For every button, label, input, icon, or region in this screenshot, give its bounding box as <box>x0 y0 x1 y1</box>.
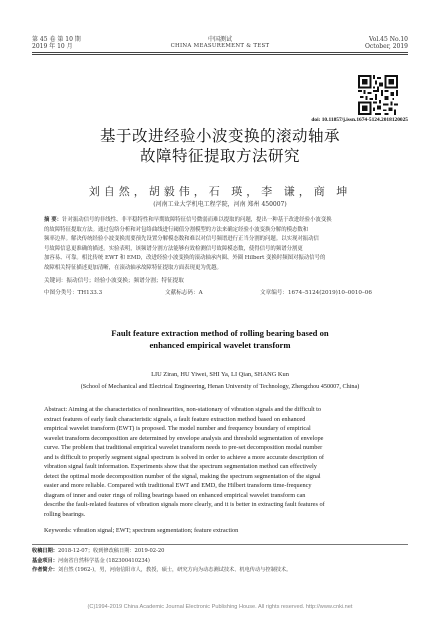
journal-name-cn: 中国测试 <box>207 36 232 43</box>
abstract-en-line: easier and more reliable. Compared with traditional EWT and EMD, the Hilbert transform time-frequency <box>44 482 312 489</box>
abstract-en-line: wavelet transform decomposition are determined by envelope analysis and threshold segmentation of envelope <box>44 434 324 442</box>
issue-date-en: October, 2019 <box>365 43 408 50</box>
volume-issue: 第 45 卷 第 10 期 <box>32 36 81 43</box>
title-cn-line2: 故障特征提取方法研究 <box>139 147 300 165</box>
abstract-cn-line: 加容易、可靠。相比传统 EWT 和 EMD，改进经验小波变换的滚动轴承内圈、外圈 Hilbert 变换时频图对振动信号的 <box>44 255 326 262</box>
copyright-watermark: (C)1994-2019 China Academic Journal Electronic Publishing House. All rights reserved. http://www.cnki.net <box>87 604 353 610</box>
header-rule-secondary <box>32 54 408 55</box>
author-bio: 刘自然 (1962-)，男，河南信阳市人，教授，硕士，研究方向为动态测试技术、机电传动与控制技术。 <box>57 567 292 573</box>
document-code: 文献标志码：A <box>165 290 203 296</box>
abstract-cn-label: 摘 要： <box>44 217 63 223</box>
authors-en: LIU Ziran, HU Yiwei, SHI Ya, LI Qian, SHANG Kun <box>151 371 289 378</box>
author-bio-label: 作者简介： <box>32 567 58 573</box>
journal-name-en: CHINA MEASUREMENT & TEST <box>170 43 270 49</box>
title-en-line2: enhanced empirical wavelet transform <box>149 339 291 350</box>
clc-number: 中图分类号：TH133.3 <box>44 290 103 296</box>
abstract-cn-line: 故障相关特征描述更加清晰，在滚动轴承故障特征提取方面表现更为优越。 <box>44 264 222 271</box>
authors-cn: 刘自然，胡毅伟，石 瑛，李 谦，商 坤 <box>88 185 352 198</box>
journal-volume <box>32 36 81 50</box>
abstract-en-line: vibration signal fault information. Experiments show that the spectrum segmentation method can effectively <box>44 463 317 470</box>
doi: doi: 10.11857/j.issn.1674-5124.2018120025 <box>311 117 408 123</box>
header-rule <box>32 52 408 53</box>
abstract-cn-line: 频率边界。解决传统经验小波变换需要预先设置分解模态数和难以对信号频谱进行正当分割的问题。以实现对振动信 <box>44 236 319 243</box>
issue-date-cn: 2019 年 10 月 <box>32 43 73 50</box>
abstract-cn-line: 针对振动信号的非线性、非平稳特性和早期故障特征信号微弱而难以提取的问题，提出一种基于改进经验小波变换 <box>62 217 332 223</box>
journal-name <box>150 36 290 50</box>
abstract-en-line: detect the optimal mode decomposition number of the signal, making the spectrum segmentation of the signal <box>44 472 321 480</box>
abstract-en-line: and is difficult to properly segment signal spectrum is solved in order to achieve a more accurate description of <box>44 453 325 461</box>
abstract-en-line: empirical wavelet transform (EWT) is proposed. The model number and frequency boundary of empirical <box>44 425 311 432</box>
fund-label: 基金项目： <box>32 557 58 564</box>
abstract-en-line: describe the fault-related features of vibration signals more clearly, and it is better in extracting fault features of <box>44 501 325 508</box>
keywords-cn: 关键词：振动信号；经验小波变换；频谱分割；特征提取 <box>44 278 184 284</box>
title-cn-line1: 基于改进经验小波变换的滚动轴承 <box>99 127 340 145</box>
article-number: 文章编号：1674–5124(2019)10–0010–06 <box>260 290 372 296</box>
journal-volume-en <box>300 36 408 50</box>
fund-info: 河南省自然科学基金 (182300410234) <box>57 557 150 564</box>
keywords-en: Keywords: vibration signal; EWT; spectrum segmentation; feature extraction <box>44 527 239 534</box>
volume-issue-en: Vol.45 No.10 <box>368 36 408 43</box>
qr-code-icon <box>358 75 398 115</box>
received-label: 收稿日期： <box>32 548 58 554</box>
abstract-en-line: extract features of early fault characteristic signals, a fault feature extraction method based on enhanced <box>44 415 306 423</box>
abstract-cn-line: 号故障信息更准确的描述。实验表明，该频谱分割方法能够有效检测信号故障模态数，使得信号的频谱分割更 <box>44 245 303 252</box>
footnote-rule <box>32 544 408 545</box>
abstract-en <box>44 405 396 519</box>
abstract-en-line: rolling bearings. <box>44 510 86 518</box>
footnotes <box>32 547 408 576</box>
affiliation-en: (School of Mechanical and Electrical Engineering, Henan University of Technology, Zhengzhou 450007, China) <box>80 383 360 390</box>
title-en <box>40 328 400 351</box>
abstract-cn <box>44 216 396 274</box>
abstract-en-line: curve. The problem that traditional empirical wavelet transform needs to pre-set decomposition modal number <box>44 444 323 451</box>
affiliation-cn: (河南工业大学机电工程学院，河南 郑州 450007) <box>153 201 287 208</box>
title-en-line1: Fault feature extraction method of rolling bearing based on <box>111 328 329 338</box>
received-dates: 2018-12-07；收到修改稿日期：2019-02-20 <box>57 548 165 554</box>
abstract-cn-line: 的故障特征提取方法。通过包络分析和对包络曲线进行阈值分割模型的方法来确定经验小波变换分解的模态数和 <box>44 226 309 233</box>
abstract-en-line: Abstract: Aiming at the characteristics of nonlinearities, non-stationary of vibration signals and the difficult to <box>44 406 322 413</box>
abstract-en-line: diagram of inner and outer rings of rolling bearings based on enhanced empirical wavelet transform can <box>44 491 306 499</box>
